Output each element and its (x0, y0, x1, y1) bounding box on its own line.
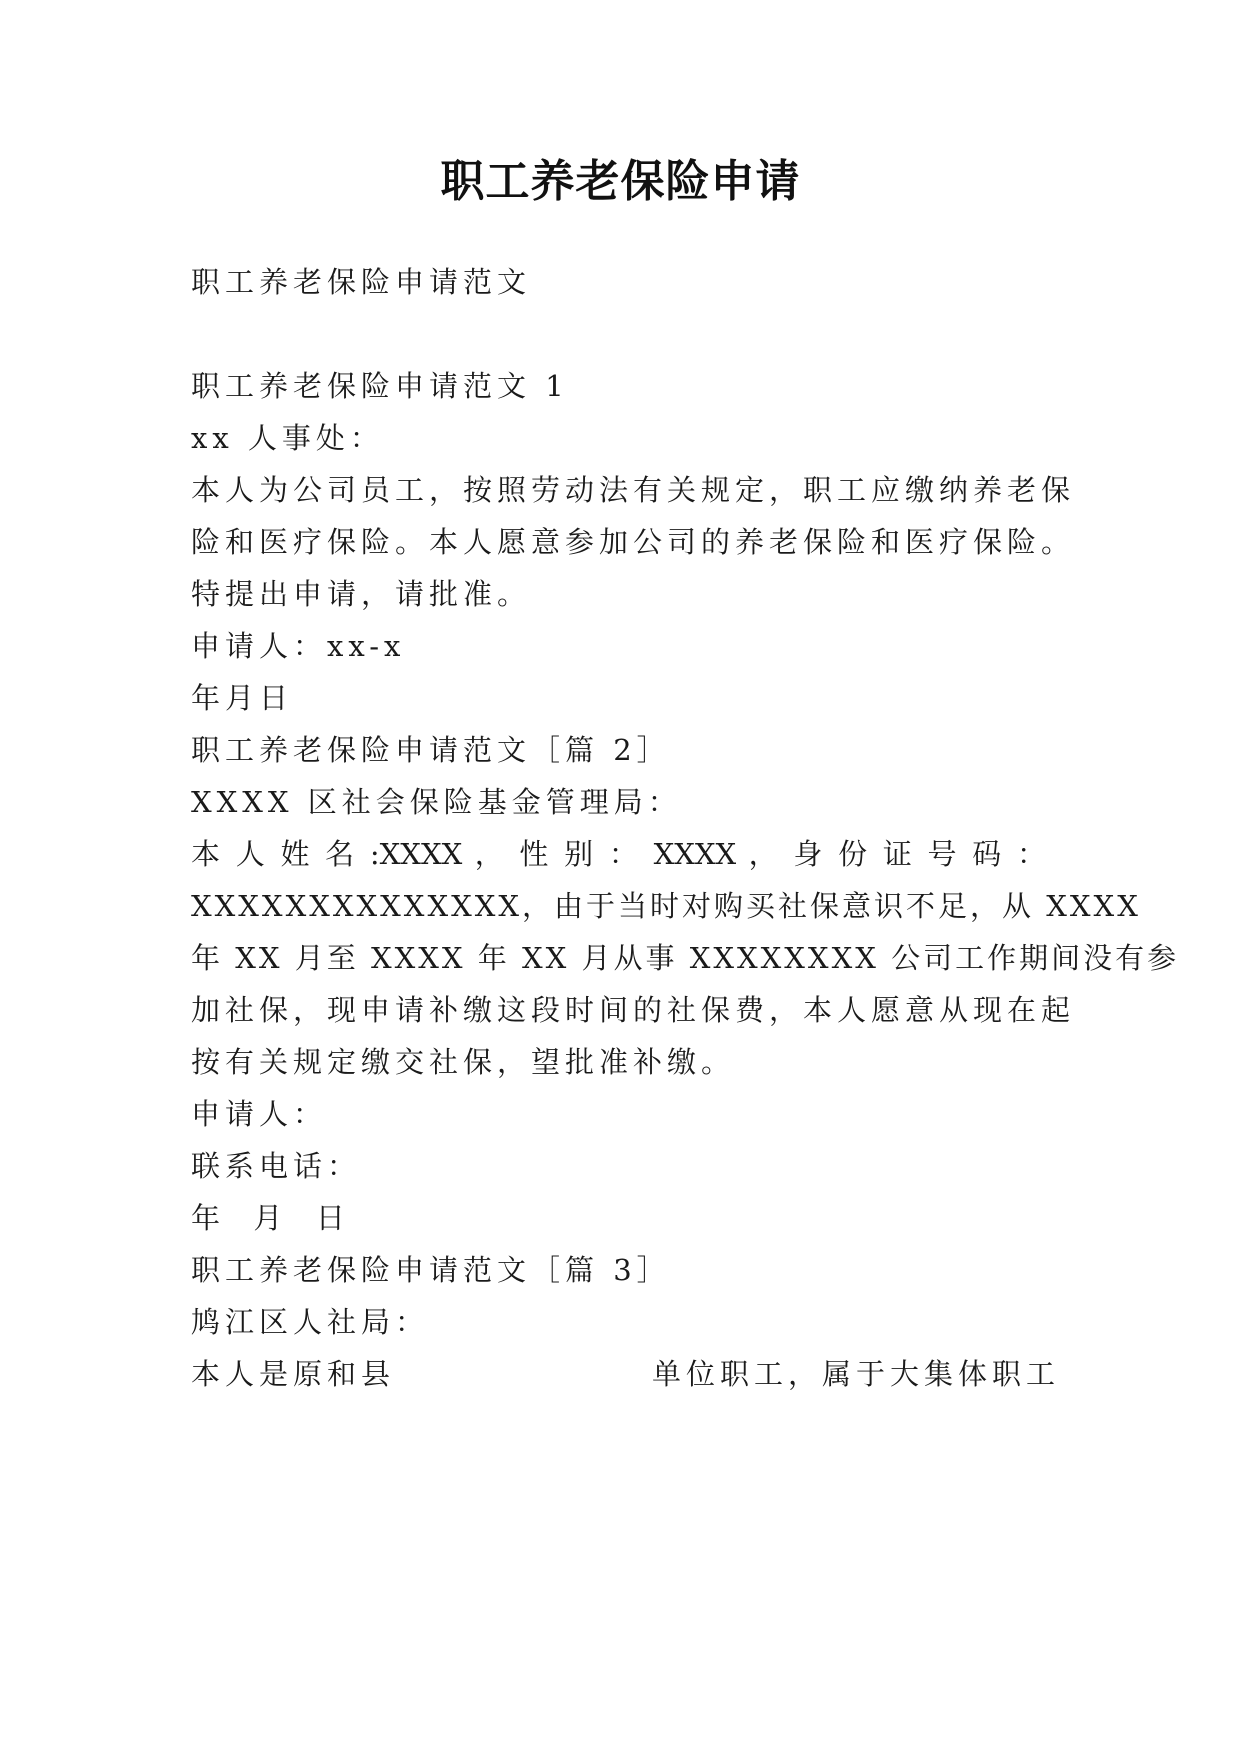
date-line: 年 月 日 (191, 1201, 350, 1235)
paragraph-line: 本人为公司员工，按照劳动法有关规定，职工应缴纳养老保 (191, 473, 1076, 507)
paragraph-line-end: 单位职工，属于大集体职工 (652, 1357, 1061, 1391)
addressee-3: 鸠江区人社局： (191, 1305, 430, 1339)
section-heading-3: 职工养老保险申请范文［篇 3］ (191, 1253, 671, 1287)
document-subtitle: 职工养老保险申请范文 (191, 265, 532, 299)
paragraph-line: 特提出申请，请批准。 (191, 577, 532, 611)
paragraph-line: 险和医疗保险。本人愿意参加公司的养老保险和医疗保险。 (191, 525, 1076, 559)
paragraph-line: 加社保，现申请补缴这段时间的社保费，本人愿意从现在起 (191, 993, 1076, 1027)
document-title: 职工养老保险申请 (440, 156, 801, 207)
applicant-line: 申请人：xx-x (191, 629, 406, 663)
section-heading-1: 职工养老保险申请范文 1 (191, 369, 569, 403)
addressee-1: xx 人事处： (191, 421, 384, 455)
paragraph-line: 按有关规定缴交社保，望批准补缴。 (191, 1045, 736, 1079)
paragraph-line: 本 人 姓 名 :XXXX ， 性 别 ： XXXX ， 身 份 证 号 码 ： (191, 837, 1046, 871)
paragraph-line: XXXXXXXXXXXXXX，由于当时对购买社保意识不足，从 XXXX (191, 889, 1141, 923)
section-heading-2: 职工养老保险申请范文［篇 2］ (191, 733, 671, 767)
date-line: 年月日 (191, 681, 294, 715)
paragraph-line: 年 XX 月至 XXXX 年 XX 月从事 XXXXXXXX 公司工作期间没有参 (191, 941, 1180, 975)
addressee-2: XXXX 区社会保险基金管理局： (191, 785, 682, 819)
applicant-line: 申请人： (191, 1097, 328, 1131)
phone-line: 联系电话： (191, 1149, 362, 1183)
paragraph-line-start: 本人是原和县 (191, 1357, 396, 1391)
